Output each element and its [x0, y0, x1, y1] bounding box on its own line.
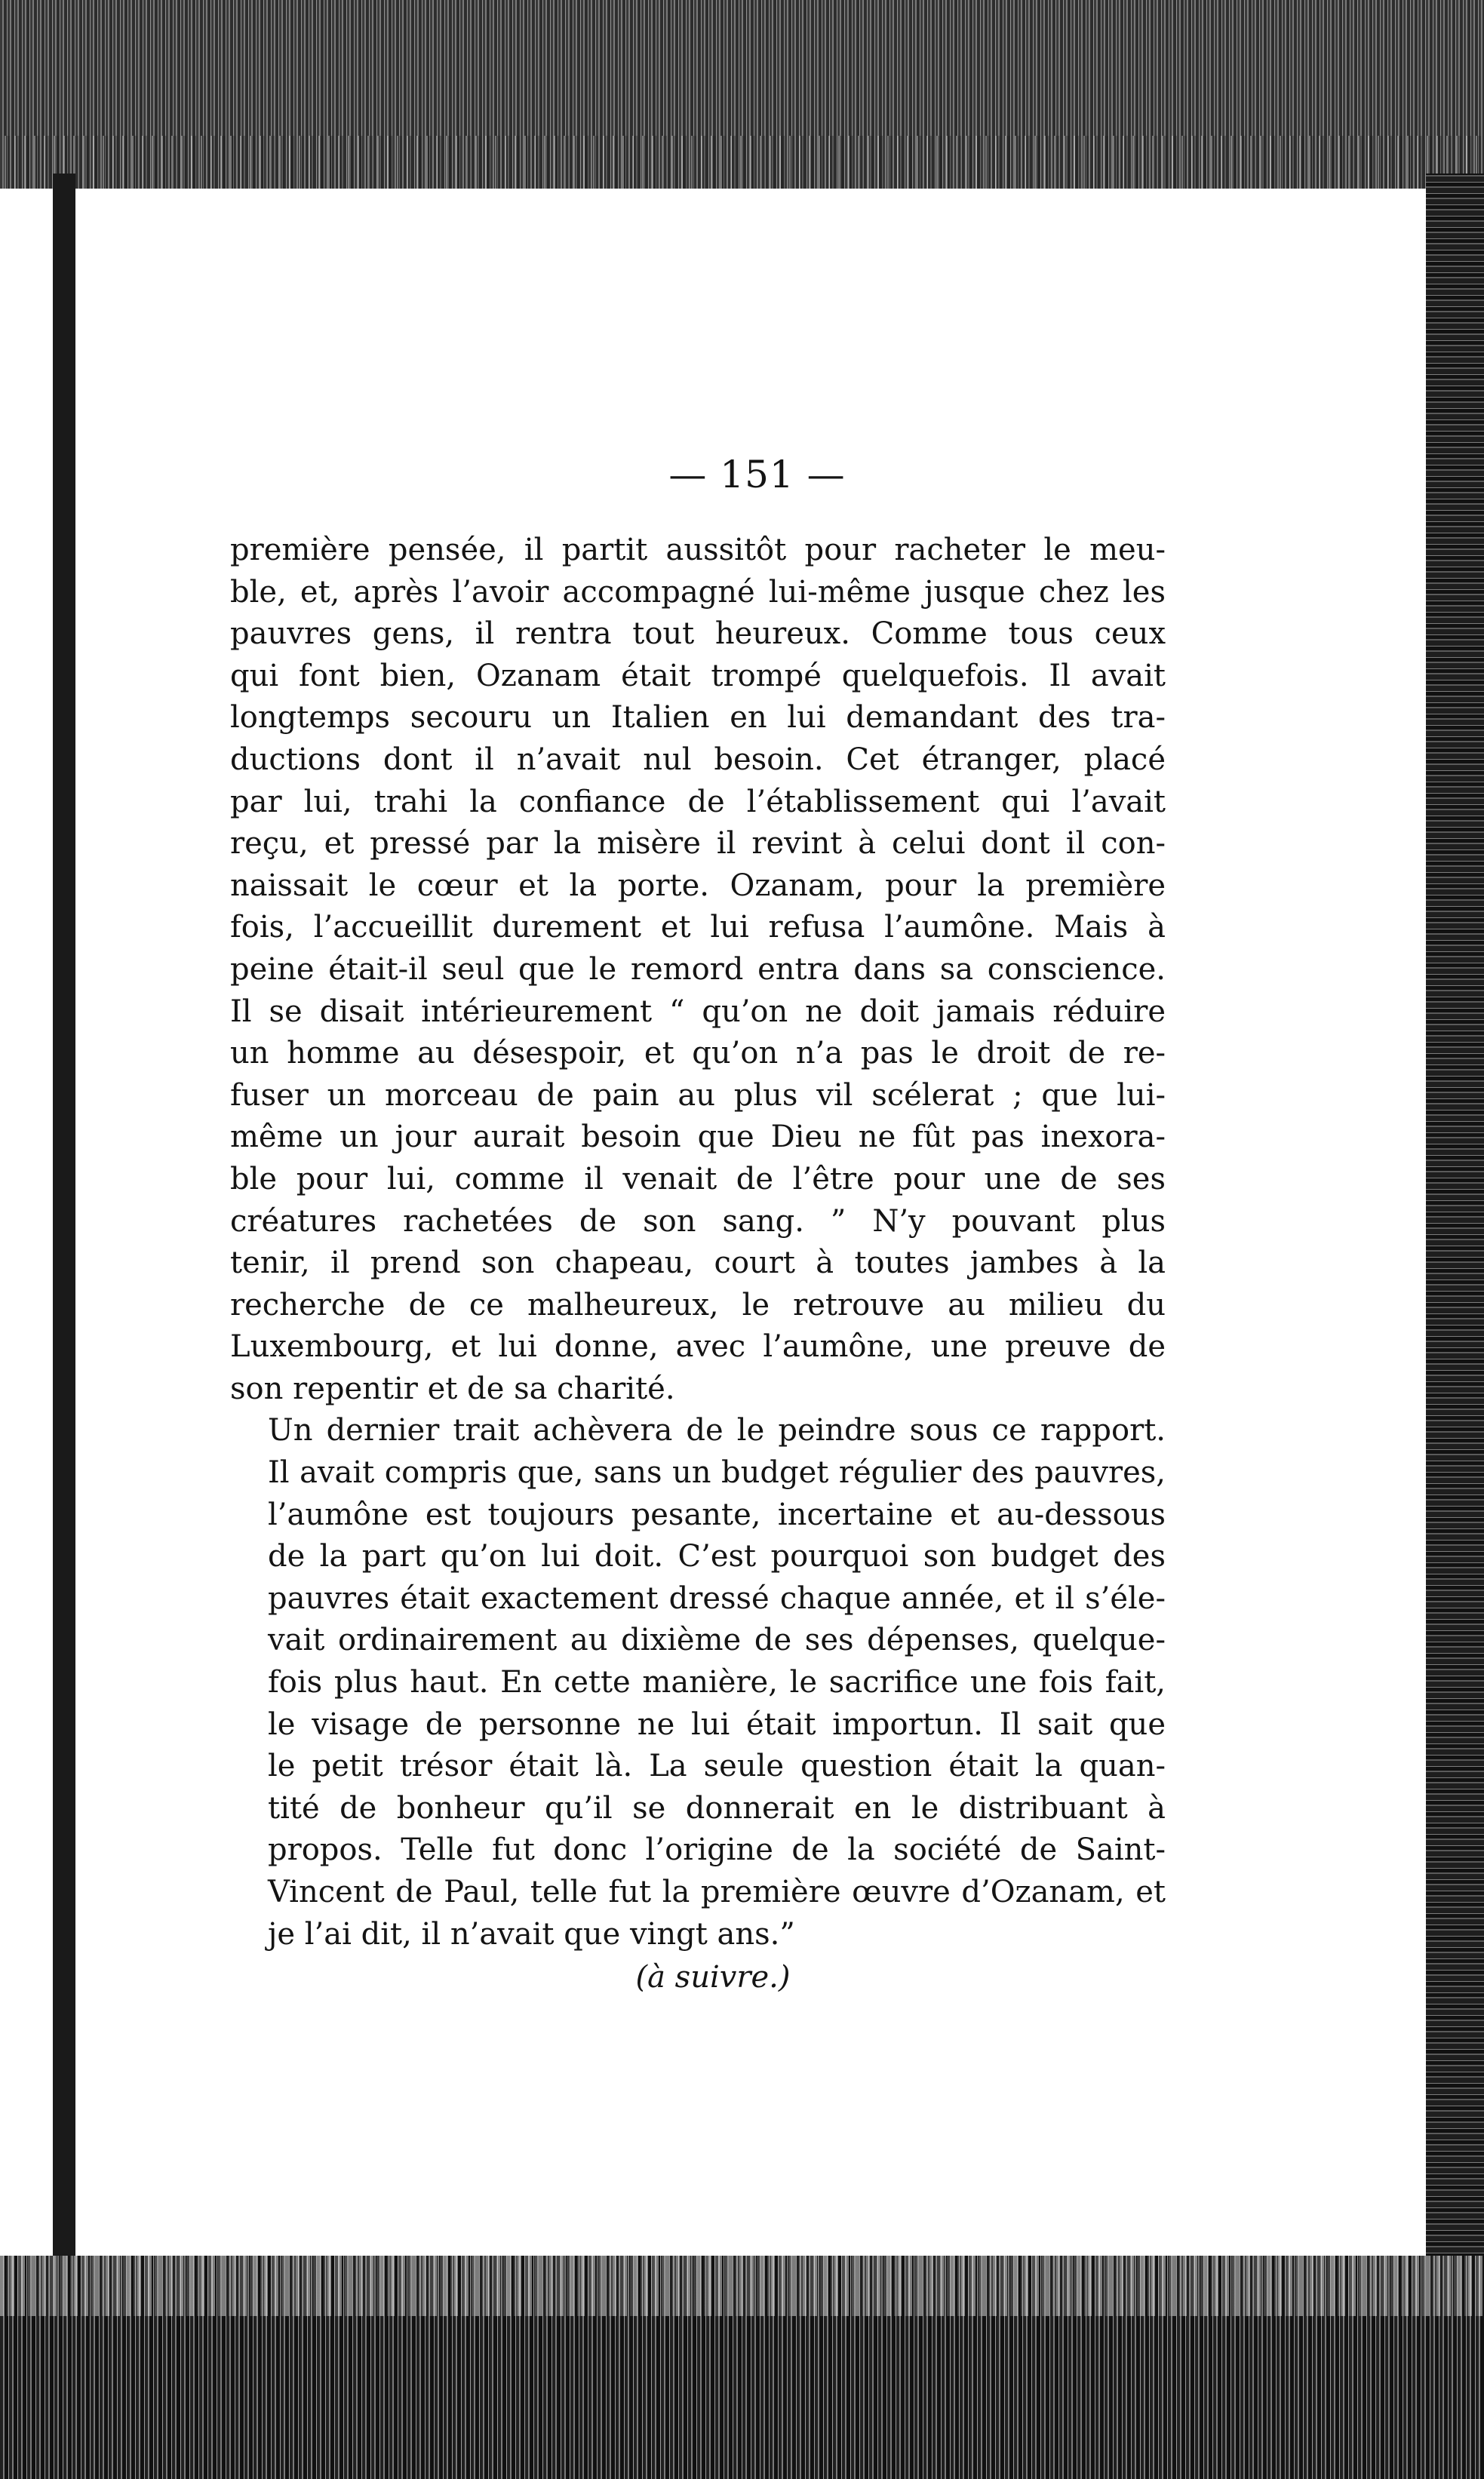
- text-line: tenir, il prend son chapeau, court à toutes jambes à la: [230, 1246, 1166, 1281]
- text-line: pauvres était exactement dressé chaque année, et il s’éle-: [268, 1580, 1166, 1616]
- text-line: ductions dont il n’avait nul besoin. Cet étranger, placé: [230, 742, 1166, 777]
- paragraph-1: [230, 530, 1166, 1410]
- scan-edge-right: [1426, 174, 1484, 2479]
- text-line: Vincent de Paul, telle fut la première œuvre d’Ozanam, et: [268, 1875, 1166, 1909]
- text-line: Il se disait intérieurement “ qu’on ne doit jamais réduire: [230, 994, 1166, 1029]
- text-line: ble pour lui, comme il venait de l’être pour une de ses: [230, 1161, 1166, 1196]
- text-line: son repentir et de sa charité.: [230, 1371, 675, 1406]
- text-line: pauvres gens, il rentra tout heureux. Comme tous ceux: [230, 616, 1166, 652]
- body-text: [230, 530, 1166, 1999]
- text-line: longtemps secouru un Italien en lui demandant des tra-: [230, 700, 1166, 736]
- text-line: par lui, trahi la confiance de l’établissement qui l’avait: [230, 784, 1166, 819]
- continuation-note: (à suivre.): [635, 1960, 791, 1995]
- text-line: ble, et, après l’avoir accompagné lui-même jusque chez les: [230, 574, 1166, 610]
- scan-edge-bottom: [0, 2256, 1484, 2479]
- text-line: propos. Telle fut donc l’origine de la société de Saint-: [268, 1832, 1166, 1868]
- page-number: — 151 —: [668, 453, 846, 496]
- text-line: de la part qu’on lui doit. C’est pourquoi son budget des: [268, 1539, 1166, 1574]
- text-line: Il avait compris que, sans un budget régulier des pauvres,: [268, 1455, 1166, 1491]
- text-line: tité de bonheur qu’il se donnerait en le distribuant à: [268, 1790, 1166, 1826]
- text-line: Luxembourg, et lui donne, avec l’aumône, une preuve de: [230, 1329, 1166, 1365]
- text-line: créatures rachetées de son sang. ” N’y pouvant plus: [230, 1203, 1166, 1239]
- text-line: reçu, et pressé par la misère il revint à celui dont il con-: [230, 826, 1166, 862]
- scan-edge-top: [0, 0, 1484, 189]
- text-line: le petit trésor était là. La seule question était la quan-: [268, 1749, 1166, 1784]
- text-line: naissait le cœur et la porte. Ozanam, pour la première: [230, 868, 1166, 903]
- scan-edge-left: [53, 174, 75, 2479]
- text-line: fuser un morceau de pain au plus vil scélerat ; que lui-: [230, 1077, 1166, 1113]
- text-line: un homme au désespoir, et qu’on n’a pas le droit de re-: [230, 1036, 1166, 1071]
- text-line: fois, l’accueillit durement et lui refusa l’aumône. Mais à: [230, 910, 1166, 945]
- text-line: l’aumône est toujours pesante, incertaine et au-dessous: [268, 1497, 1166, 1532]
- text-line: peine était-il seul que le remord entra dans sa conscience.: [230, 951, 1166, 987]
- paragraph-2: [230, 1410, 1166, 1955]
- text-line: le visage de personne ne lui était importun. Il sait que: [268, 1706, 1166, 1742]
- text-line: première pensée, il partit aussitôt pour racheter le meu-: [230, 533, 1166, 567]
- text-line: vait ordinairement au dixième de ses dépenses, quelque-: [268, 1623, 1166, 1658]
- text-line: recherche de ce malheureux, le retrouve au milieu du: [230, 1287, 1166, 1322]
- text-line: même un jour aurait besoin que Dieu ne fût pas inexora-: [230, 1120, 1166, 1155]
- text-line: je l’ai dit, il n’avait que vingt ans.”: [268, 1916, 795, 1952]
- text-line: qui font bien, Ozanam était trompé quelquefois. Il avait: [230, 658, 1166, 693]
- text-line: fois plus haut. En cette manière, le sacrifice une fois fait,: [268, 1665, 1166, 1700]
- text-line: Un dernier trait achèvera de le peindre sous ce rapport.: [268, 1413, 1166, 1448]
